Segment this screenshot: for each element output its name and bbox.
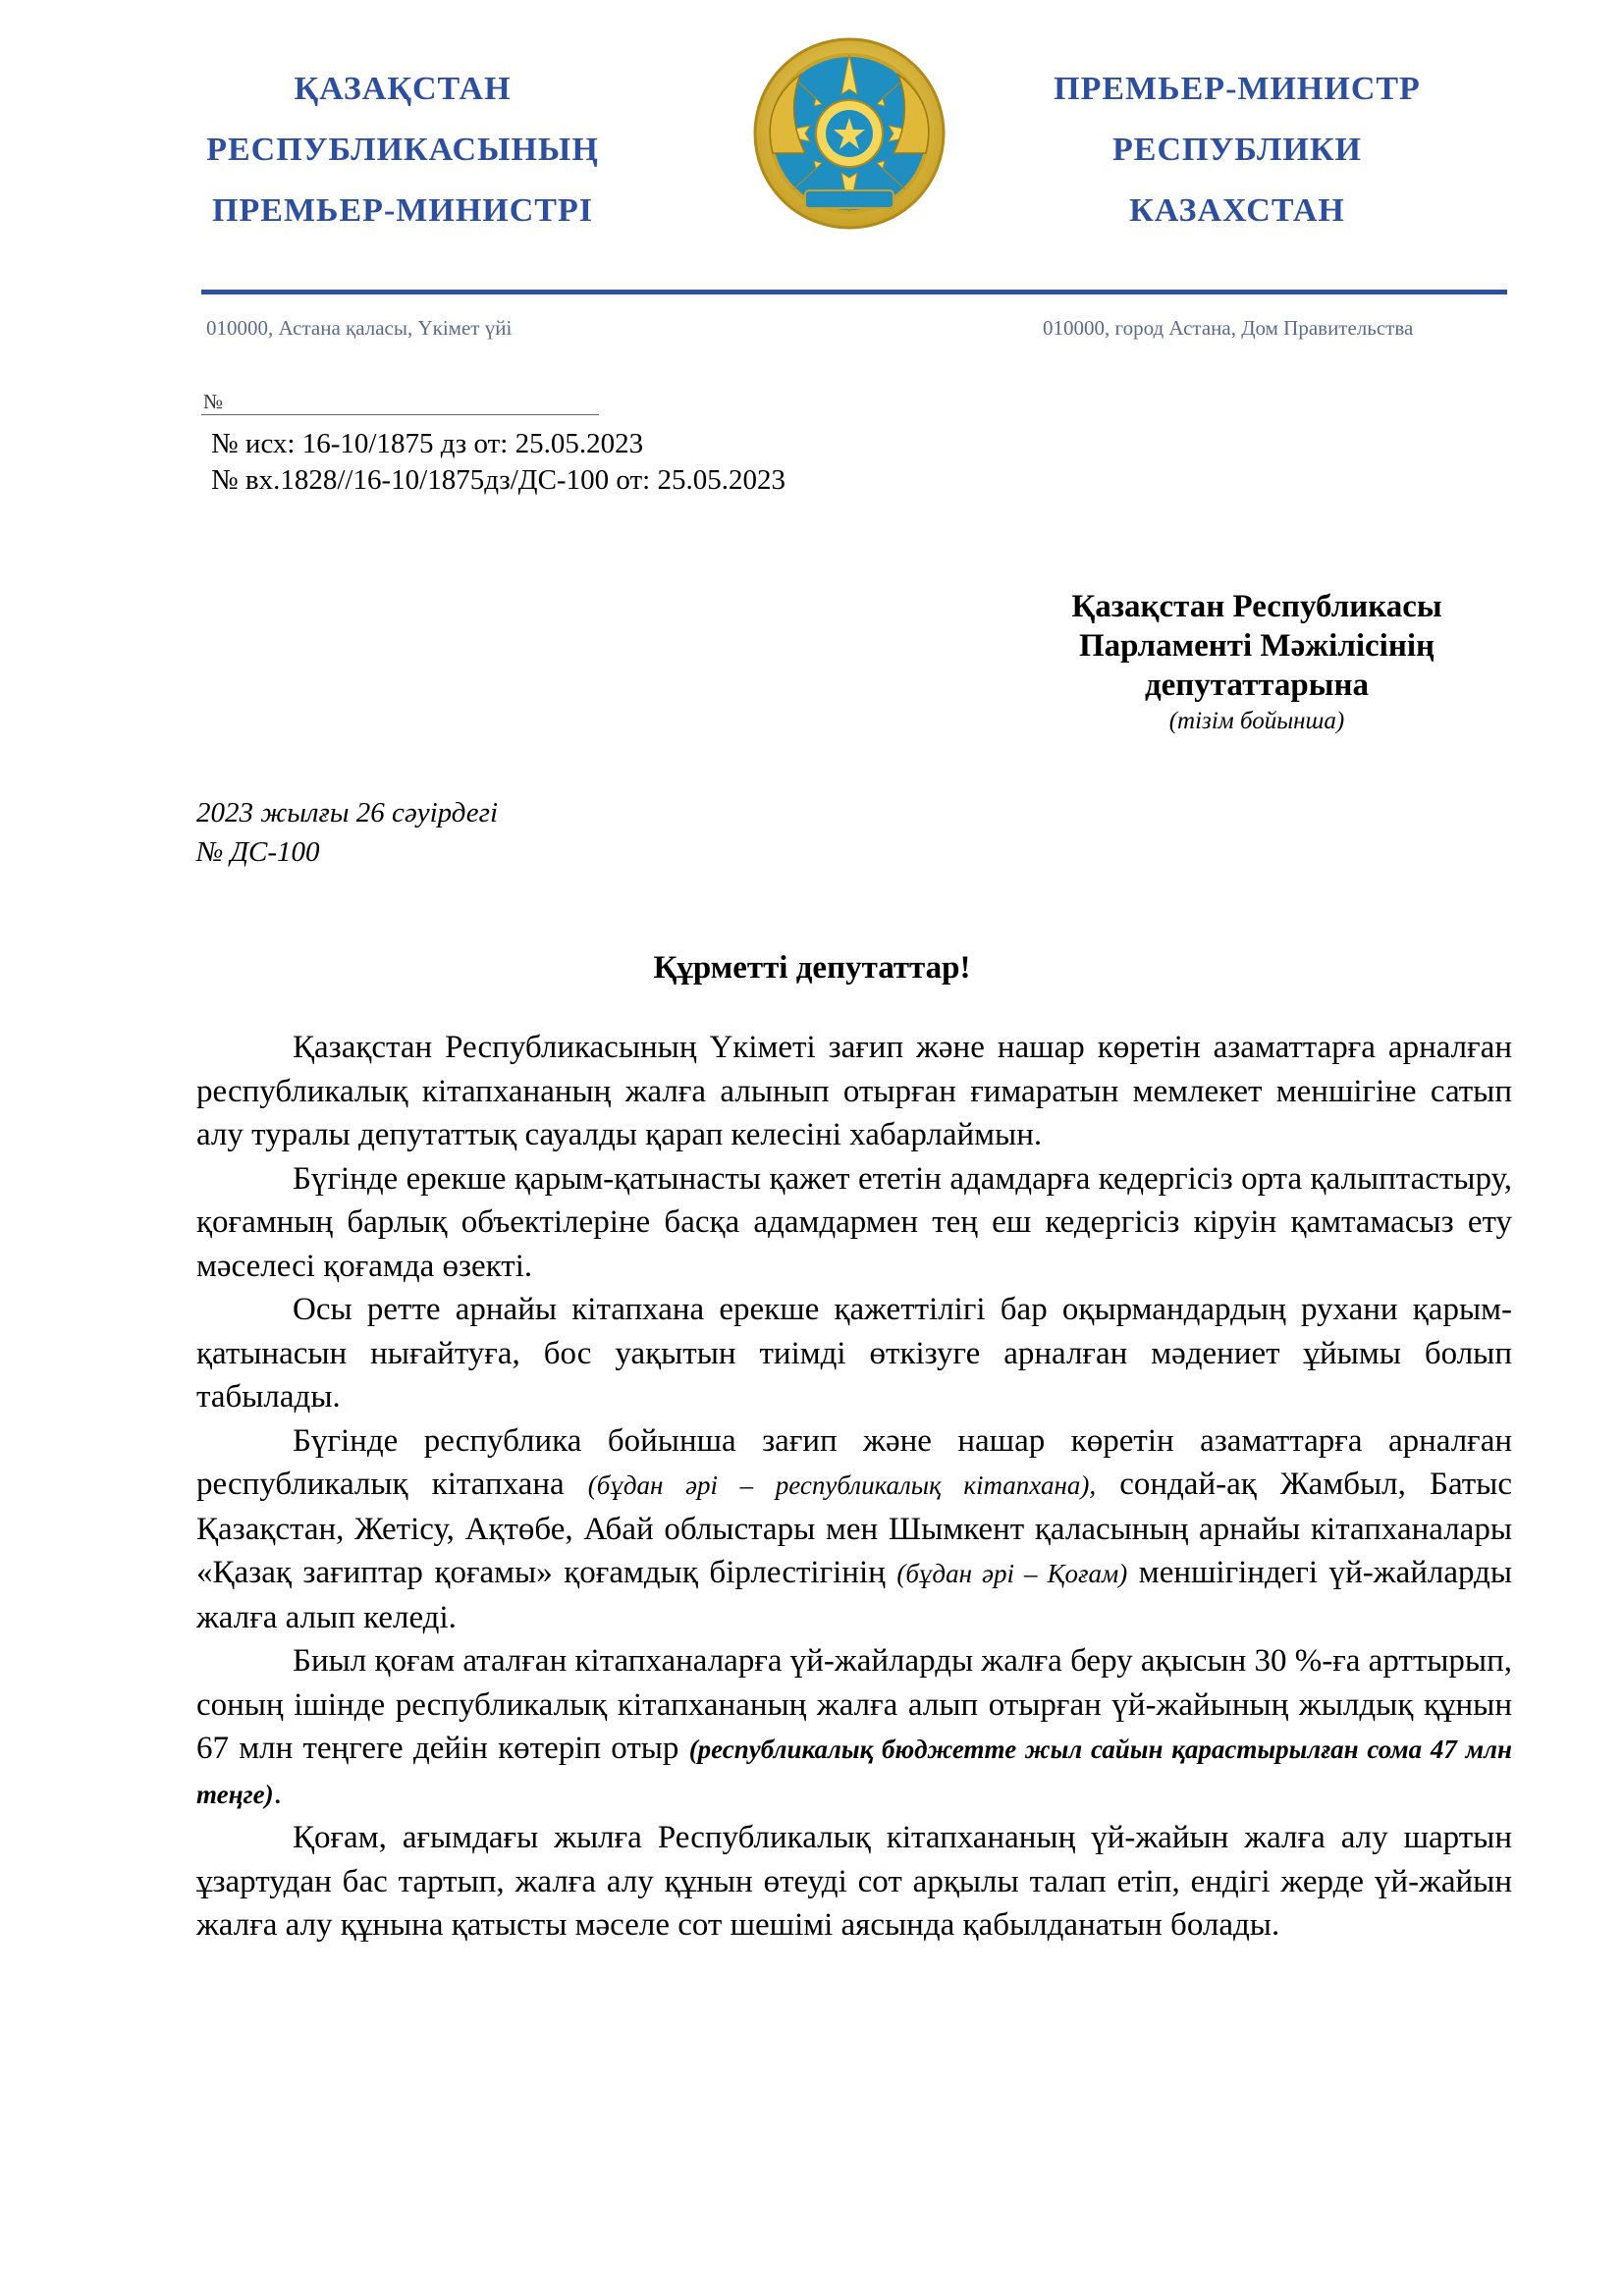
paragraph-5: [196, 1639, 1512, 1816]
reference-date: 2023 жылғы 26 сәуірдегі: [196, 797, 499, 828]
reference-block: [196, 793, 498, 872]
number-sign-label: №: [203, 390, 224, 413]
letterhead-left-line-2: РЕСПУБЛИКАСЫНЫҢ: [206, 132, 599, 168]
outgoing-number-field: [201, 385, 599, 415]
letterhead-right-line-1: ПРЕМЬЕР-МИНИСТР: [1054, 71, 1421, 107]
addressee-block: [1011, 587, 1502, 738]
paragraph-5-part-c: .: [273, 1775, 282, 1811]
letterhead-russian: [982, 59, 1492, 241]
paragraph-4-part-a: Бүгінде республика бойынша зағип және нашар көретін азаматтарға арналған республикалық кітапхана: [196, 1422, 1512, 1502]
paragraph-5-part-a: Биыл қоғам аталған кітапханаларға үй-жайларды жалға беру ақысын 30 %-ға арттырып, соның ішінде республикалық кітапхананың жалға алып отырған үй-жайының жылдық құнын 67 млн теңгеге дейін көтеріп отыр: [196, 1643, 1512, 1766]
paragraph-2: Бүгінде ерекше қарым-қатынасты қажет ететін адамдарға кедергісіз орта қалыптастыру, қоғамның барлық объектілеріне басқа адамдармен тең еш кедергісіз кіруін қамтамасыз ету мәселесі қоғамда өзекті.: [196, 1160, 1512, 1284]
letterhead-right-line-3: КАЗАХСТАН: [1129, 192, 1345, 229]
paragraph-4-part-c: сондай-ақ Жамбыл, Батыс Қазақстан, Жетісу, Ақтөбе, Абай облыстары мен Шымкент қаласының арнайы кітапханалары «Қазақ зағиптар қоғамы» қоғамдық бірлестігінің: [196, 1467, 1512, 1590]
addressee-line-2: Парламенті Мәжілісінің: [1078, 628, 1435, 664]
paragraph-4-abbrev-society: (бұдан әрі – Қоғам): [896, 1559, 1128, 1588]
incoming-registration: № вх.1828//16-10/1875дз/ДС-100 от: 25.05.2023: [211, 464, 785, 496]
paragraph-4: [196, 1419, 1512, 1640]
letter-body: [196, 1026, 1512, 1948]
outgoing-registration: № исх: 16-10/1875 дз от: 25.05.2023: [211, 428, 644, 459]
paragraph-1: Қазақстан Республикасының Үкіметі зағип және нашар көретін азаматтарға арналған республикалық кітапхананың жалға алынып отырған ғимаратын мемлекет меншігіне сатып алу туралы депутаттық сауалды қарап келесіні хабарлаймын.: [196, 1030, 1512, 1152]
state-emblem-icon: [751, 35, 947, 232]
addressee-note: (тізім бойынша): [1168, 708, 1345, 734]
paragraph-3: Осы ретте арнайы кітапхана ерекше қажеттілігі бар оқырмандардың рухани қарым-қатынасын нығайтуға, бос уақытын тиімді өткізуге арналған мәдениет ұйымы болып табылады.: [196, 1292, 1512, 1415]
letterhead-right-line-2: РЕСПУБЛИКИ: [1112, 132, 1362, 168]
addressee-line-3: депутаттарына: [1144, 667, 1370, 703]
reference-number: № ДС-100: [196, 836, 320, 868]
address-kazakh: 010000, Астана қаласы, Үкімет үйі: [206, 316, 513, 340]
paragraph-5-budget-note: (республикалық бюджетте жыл сайын қарастырылған сома 47 млн теңге): [196, 1735, 1512, 1809]
salutation: Құрметті депутаттар!: [653, 950, 971, 986]
addressee-line-1: Қазақстан Республикасы: [1071, 589, 1442, 624]
paragraph-4-part-e: меншігіндегі үй-жайларды жалға алып келеді.: [196, 1555, 1513, 1635]
paragraph-4-abbrev-library: (бұдан әрі – республикалық кітапхана),: [587, 1470, 1097, 1500]
letterhead-left-line-1: ҚАЗАҚСТАН: [294, 71, 512, 107]
letterhead-kazakh: [147, 59, 658, 241]
letterhead-left-line-3: ПРЕМЬЕР-МИНИСТРІ: [212, 192, 593, 229]
paragraph-6: Қоғам, ағымдағы жылға Республикалық кітапхананың үй-жайын жалға алу шартын ұзартудан бас тартып, жалға алу құнын өтеуді сот арқылы талап етіп, ендігі жерде үй-жайын жалға алу құнына қатысты мәселе сот шешімі аясында қабылданатын болады.: [196, 1820, 1512, 1943]
letterhead-divider: [201, 290, 1507, 294]
address-russian: 010000, город Астана, Дом Правительства: [1043, 316, 1414, 340]
